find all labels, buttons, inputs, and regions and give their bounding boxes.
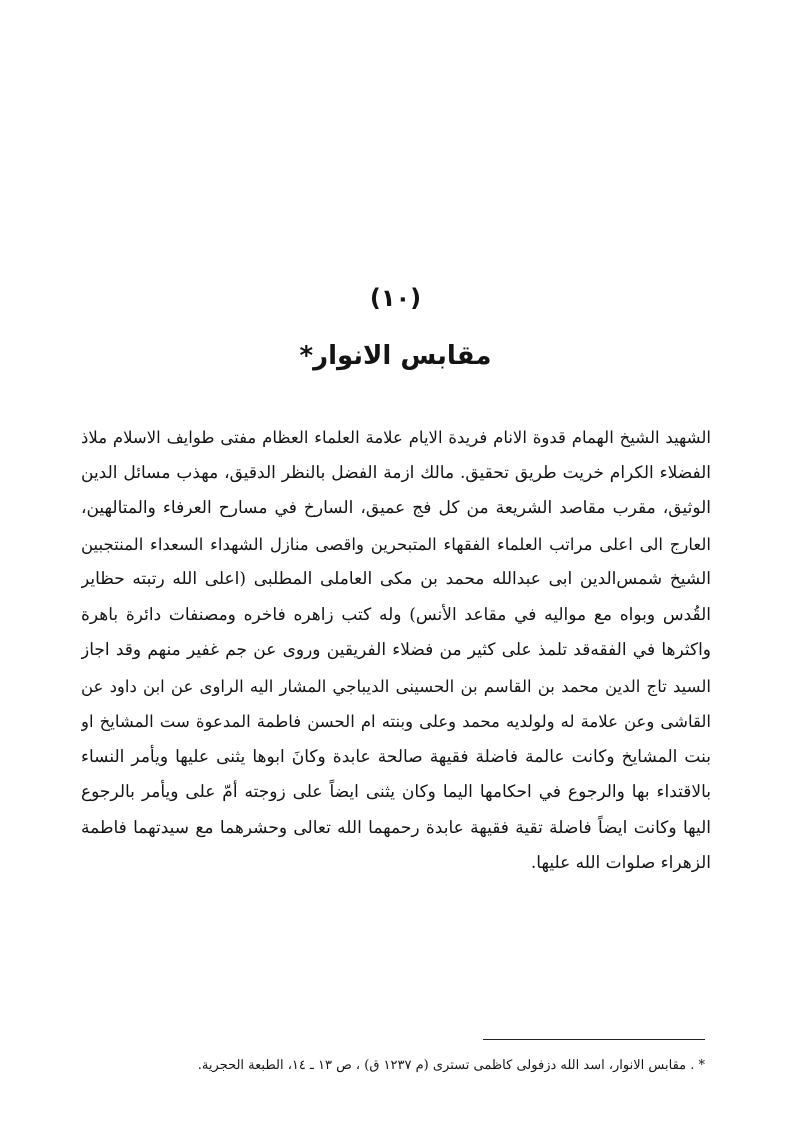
body-line: القُدس وبواه مع مواليه في مقاعد الأنس) وله كتب زاهره فاخره ومصنفات دائرة باهرة (81, 604, 711, 625)
body-line: الفضلاء الكرام خريت طريق تحقيق. مالك ازمة الفضل بالنظر الدقيق، مهذب مسائل الدين (81, 462, 711, 483)
body-line: العارج الى اعلى مراتب العلماء الفقهاء المتبحرين واقصى منازل الشهداء السعداء المنتجبين (81, 534, 711, 554)
body-line: الشهيد الشيخ الهمام قدوة الانام فريدة الايام علامة العلماء العظام مفتى طوايف الاسلام ملاذ (81, 428, 711, 447)
body-line: واكثرها في الفقه‌قد تلمذ على كثير من فضلاء الفريقين وروى عن جم غفير منهم وقد اجاز (81, 640, 711, 660)
body-line: الوثيق، مقرب مقاصد الشريعة من كل فج عميق، السارخ في مسارح العرفاء والمتالهين، (81, 498, 711, 518)
footnote-divider (483, 1039, 705, 1040)
footnote: * . مقابس الانوار، اسد الله دزفولى كاظمى تسترى (م ۱۲۳۷ ق) ، ص ۱۳ ـ ۱٤، الطبعة الحجرية. (197, 1058, 705, 1073)
section-title: مقابس الانوار* (299, 341, 492, 371)
body-line: القاشى وعن علامة له ولولديه محمد وعلى وبنته ام الحسن فاطمة المدعوة ست المشايخ او (81, 712, 711, 731)
body-line: بنت المشايخ وكانت عالمة فاضلة فقيهة صالحة عابدة وكانَ ابوها يثنى عليها ويأمر النساء (81, 746, 711, 767)
body-line: اليها وكانت ايضاً فاضلة تقية فقيهة عابدة رحمهما الله تعالى وحشرهما مع سيدتهما فاطمة (81, 817, 711, 838)
body-paragraph (81, 420, 711, 882)
section-number: (۱۰) (369, 284, 422, 312)
body-line: الشيخ شمس‌الدين ابى عبدالله محمد بن مكى العاملى المطلبى (اعلى الله رتبته حظاير (81, 569, 711, 589)
body-line: بالاقتداء بها والرجوع في احكامها اليما وكان يثنى ايضاً على زوجته أمّ على ويأمر بالرجوع (81, 782, 711, 802)
body-line: الزهراء صلوات الله عليها. (530, 853, 711, 873)
body-line: السيد تاج الدين محمد بن القاسم بن الحسينى الديباجي المشار اليه الراوى عن ابن داود عن (81, 676, 711, 696)
